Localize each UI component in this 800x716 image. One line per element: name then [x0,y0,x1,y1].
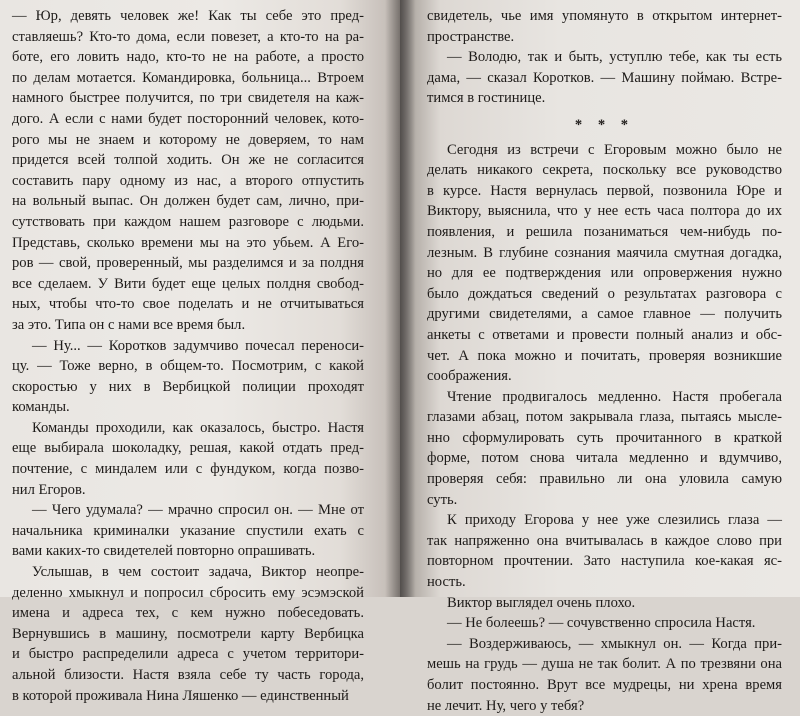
text-line: скоростью у них в Вербицкой полиции проходят [12,378,364,395]
text-line: соображения. [427,368,512,385]
text-line: — Володю, так и быть, уступлю тебе, как ты есть [447,49,782,66]
text-line: нно сформулировать суть прочитанного в краткой [427,429,782,446]
text-line: начальника криминалки указание спустили ехать с [12,522,364,539]
text-line: еще выбирала шоколадку, решая, какой отдать пред- [12,440,364,457]
right-page-text [427,6,782,716]
text-line: Сегодня из встречи с Егоровым можно было не [447,141,782,158]
text-line: придется всей толпой ходить. Он же не согласится [12,152,364,169]
text-line: боте, его ловить надо, кто-то не на работе, а просто [12,49,364,66]
text-line: сутствовать при каждом нашем разговоре с людьми. [12,213,364,230]
text-line: деленно хмыкнул и попросил сбросить ему эсэмэской [12,584,364,601]
text-line: Представь, сколько времени мы на это убьем. А Его- [12,234,364,251]
text-line: за это. Типа он с нами все время был. [12,316,246,333]
text-line: все сделаем. У Вити будет еще целых полдня свобод- [12,275,364,292]
text-line: проверяя себя: правильно ли она уловила самую [427,471,782,488]
text-line: свидетель, чье имя упомянуто в открытом интернет- [427,8,782,24]
text-line: анкеты с ответами и провести полный анализ и обс- [427,326,782,343]
text-line: на вольный выпас. Он должен будет сам, лично, при- [12,193,364,210]
text-line: в которой проживала Нина Ляшенко — единственный [12,687,349,704]
text-line: составить пару одному из нас, а второго отпустить [12,172,364,189]
text-line: цу. — Тоже верно, в общем-то. Посмотрим, с какой [12,358,364,375]
text-line: но для ее подтверждения или опровержения нужно [427,265,782,282]
text-line: ных, чтобы что-то свое поделать и не отчитываться [12,296,364,313]
text-line: чет. А пока можно и почитать, проверяя возникшие [427,347,782,364]
text-line: почтение, с миндалем или с фундуком, когда позво- [12,461,364,478]
section-separator: * * * [574,116,635,133]
text-line: ность. [427,574,466,591]
text-line: дого. А если с нами будет посторонний человек, кото- [12,110,364,127]
text-line: другими свидетелями, а самое главное — получить [427,306,782,323]
text-line: суть. [427,491,458,508]
text-line: К приходу Егорова у нее уже слезились глаза — [447,512,782,529]
text-line: альной близости. Настя взяла себе ту часть города, [12,667,364,683]
text-line: Чтение продвигалось медленно. Настя пробегала [447,388,782,405]
text-line: — Юр, девять человек же! Как ты себе это пред- [12,8,364,24]
text-line: болит постоянно. Врут все мудрецы, ни хрена время [427,677,782,693]
text-line: было дождаться сведений о результатах разговора с [427,285,782,302]
text-line: делать никакого секрета, поскольку все руководство [427,162,782,179]
text-line: повторном прочтении. Зато наступила кое-какая яс- [427,553,782,570]
text-line: в курсе. Настя вернулась первой, позвонила Юре и [427,182,782,199]
text-line: команды. [12,399,70,416]
text-line: ров — свой, проверенный, мы разделимся и за полдня [12,255,364,272]
text-line: намного быстрее получится, по три свидетеля на каж- [12,90,364,107]
text-line: по делам мотается. Командировка, больница... Втроем [12,69,364,86]
text-line: вами каких-то свидетелей повторно опрашивать. [12,543,316,560]
text-line: дама, — сказал Коротков. — Машину поймаю. Встре- [427,69,782,86]
text-line: нил Егоров. [12,481,86,498]
text-line: глазами абзац, потом закрывала глаза, пытаясь мысле- [427,409,782,426]
text-line: пространстве. [427,28,515,45]
text-line: Виктор выглядел очень плохо. [447,594,636,611]
text-line: — Не болеешь? — сочувственно спросила Настя. [447,615,756,632]
text-line: мешь на грудь — душа не так болит. А по трезвяни она [427,656,782,673]
text-line: тимся в гостинице. [427,90,546,107]
left-page [0,0,400,704]
right-page [400,0,800,714]
text-line: Виктору, выяснила, что у нее есть часа полтора до их [427,203,782,220]
text-line: появления, и решила позаниматься чем-нибудь по- [427,223,782,240]
text-line: Команды проходили, как оказалось, быстро. Настя [32,419,364,436]
text-line: форме, потом снова читала медленно и вдумчиво, [427,450,782,467]
text-line: Услышав, в чем состоит задача, Виктор неопре- [32,564,364,581]
text-line: так напряженно она вчитывалась в каждое слово при [427,532,782,549]
text-line: лезным. В глубине сознания маячила смутная догадка, [427,244,782,261]
text-line: Вернувшись в машину, посмотрели карту Вербицка [12,625,364,642]
text-line: не лечит. Ну, чего у тебя? [427,697,585,714]
text-line: — Воздерживаюсь, — хмыкнул он. — Когда при- [447,635,782,652]
book-gutter-shadow [385,0,415,597]
left-page-text [12,6,364,706]
right-page-bottom-text [427,140,782,716]
text-line: имена и адреса тех, с кем нужно побеседовать. [12,605,364,622]
text-line: рого мы не знаем и которому не доверяем, то нам [12,131,364,148]
text-line: — Чего удумала? — мрачно спросил он. — Мне от [32,502,364,519]
right-page-top-text [427,6,782,109]
text-line: и быстро распределили адреса с учетом территори- [12,646,364,663]
text-line: ставляешь? Кто-то дома, если повезет, а кто-то на ра- [12,28,364,45]
text-line: — Ну... — Коротков задумчиво почесал переноси- [32,337,364,354]
